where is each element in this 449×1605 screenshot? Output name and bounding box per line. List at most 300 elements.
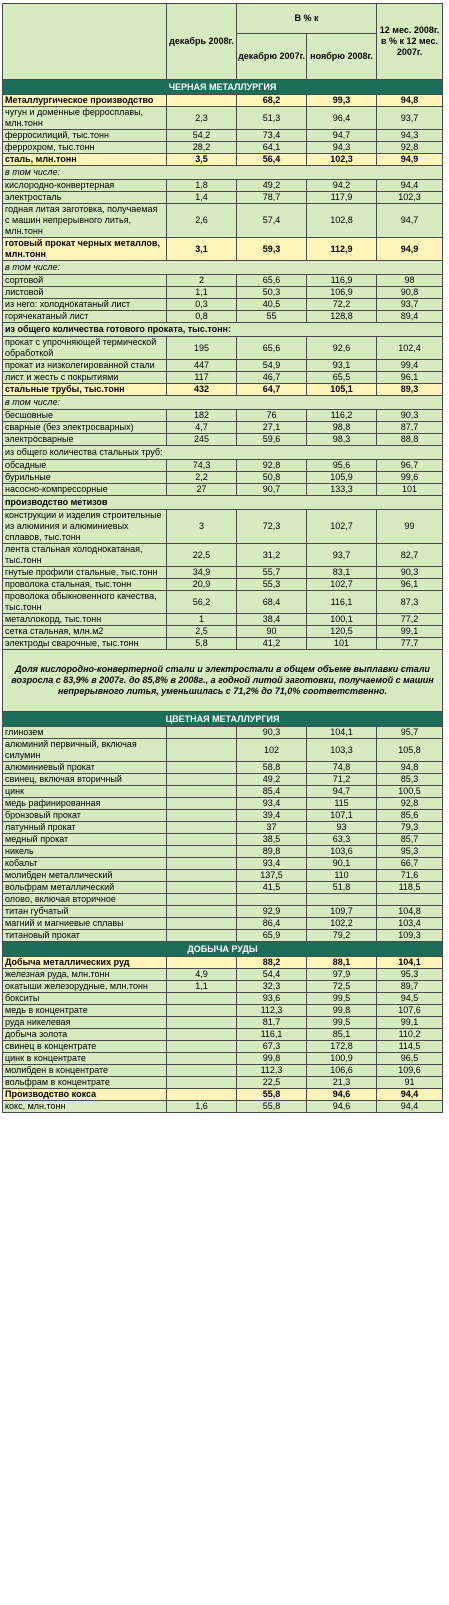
table-row	[3, 614, 443, 626]
section-header-row	[3, 712, 443, 727]
row-label: окатыши железорудные, млн.тонн	[3, 981, 167, 993]
value-december-2008: 3,5	[167, 154, 237, 166]
value-december-2008: 1	[167, 614, 237, 626]
row-label: сварные (без электросварных)	[3, 422, 167, 434]
value-december-2008	[167, 846, 237, 858]
value-pct-12-months: 96,1	[377, 579, 443, 591]
table-row	[3, 360, 443, 372]
row-label: электросварные	[3, 434, 167, 446]
table-row	[3, 579, 443, 591]
table-row	[3, 95, 443, 107]
value-pct-december-2007: 86,4	[237, 918, 307, 930]
value-pct-december-2007: 31,2	[237, 544, 307, 567]
row-label: прокат с упрочняющей термической обработкой	[3, 337, 167, 360]
row-label: ферросилиций, тыс.тонн	[3, 130, 167, 142]
group-label: из общего количества готового проката, тыс.тонн:	[3, 323, 443, 337]
value-pct-december-2007: 55,8	[237, 1089, 307, 1101]
table-row	[3, 1101, 443, 1113]
value-pct-12-months: 105,8	[377, 739, 443, 762]
row-label: из него: холоднокатаный лист	[3, 299, 167, 311]
value-pct-december-2007: 102	[237, 739, 307, 762]
value-pct-12-months: 114,5	[377, 1041, 443, 1053]
value-pct-november-2008: 51,8	[307, 882, 377, 894]
value-pct-12-months: 94,9	[377, 238, 443, 261]
value-december-2008: 22,5	[167, 544, 237, 567]
value-pct-november-2008: 79,2	[307, 930, 377, 942]
value-pct-december-2007: 112,3	[237, 1065, 307, 1077]
row-label: проволока обыкновенного качества, тыс.тонн	[3, 591, 167, 614]
value-pct-november-2008: 102,8	[307, 204, 377, 238]
value-pct-december-2007: 85,4	[237, 786, 307, 798]
value-pct-december-2007: 54,9	[237, 360, 307, 372]
table-row	[3, 1029, 443, 1041]
group-label: в том числе:	[3, 396, 443, 410]
row-label: бурильные	[3, 472, 167, 484]
value-pct-december-2007: 93,6	[237, 993, 307, 1005]
table-body	[3, 80, 443, 1113]
value-december-2008: 34,9	[167, 567, 237, 579]
table-row	[3, 834, 443, 846]
row-label: титановый прокат	[3, 930, 167, 942]
row-label: Металлургическое производство	[3, 95, 167, 107]
value-pct-november-2008: 105,1	[307, 384, 377, 396]
table-row	[3, 410, 443, 422]
value-pct-december-2007: 99,8	[237, 1053, 307, 1065]
table-row	[3, 591, 443, 614]
value-pct-november-2008: 102,3	[307, 154, 377, 166]
value-december-2008: 1,1	[167, 981, 237, 993]
value-december-2008: 432	[167, 384, 237, 396]
value-december-2008	[167, 882, 237, 894]
value-pct-12-months: 94,4	[377, 1101, 443, 1113]
table-row	[3, 422, 443, 434]
value-pct-november-2008: 94,6	[307, 1101, 377, 1113]
row-label: Добыча металлических руд	[3, 957, 167, 969]
value-december-2008: 56,2	[167, 591, 237, 614]
value-pct-12-months: 95,3	[377, 969, 443, 981]
value-pct-november-2008: 83,1	[307, 567, 377, 579]
row-label: молибден металлический	[3, 870, 167, 882]
value-december-2008	[167, 957, 237, 969]
value-pct-12-months: 85,6	[377, 810, 443, 822]
value-pct-12-months: 109,3	[377, 930, 443, 942]
section-title: ЧЕРНАЯ МЕТАЛЛУРГИЯ	[3, 80, 443, 95]
value-pct-12-months: 87,7	[377, 422, 443, 434]
row-label: листовой	[3, 287, 167, 299]
value-pct-12-months: 102,4	[377, 337, 443, 360]
value-pct-12-months: 100,5	[377, 786, 443, 798]
row-label: чугун и доменные ферросплавы, млн.тонн	[3, 107, 167, 130]
table-row	[3, 107, 443, 130]
table-row	[3, 484, 443, 496]
row-label: медь в концентрате	[3, 1005, 167, 1017]
row-label: гнутые профили стальные, тыс.тонн	[3, 567, 167, 579]
group-label: в том числе:	[3, 261, 443, 275]
table-row	[3, 846, 443, 858]
value-pct-12-months: 85,3	[377, 774, 443, 786]
table-row	[3, 969, 443, 981]
value-pct-december-2007: 51,3	[237, 107, 307, 130]
value-pct-november-2008: 88,1	[307, 957, 377, 969]
value-december-2008: 2,6	[167, 204, 237, 238]
table-row	[3, 434, 443, 446]
value-pct-december-2007: 54,4	[237, 969, 307, 981]
value-pct-12-months: 96,1	[377, 372, 443, 384]
value-pct-november-2008: 93,1	[307, 360, 377, 372]
value-december-2008	[167, 858, 237, 870]
value-pct-12-months: 92,8	[377, 798, 443, 810]
value-december-2008: 0,3	[167, 299, 237, 311]
value-pct-12-months: 109,6	[377, 1065, 443, 1077]
table-row	[3, 906, 443, 918]
table-row	[3, 384, 443, 396]
value-pct-november-2008: 112,9	[307, 238, 377, 261]
value-december-2008: 3	[167, 510, 237, 544]
value-december-2008: 447	[167, 360, 237, 372]
value-pct-december-2007: 50,3	[237, 287, 307, 299]
value-pct-december-2007: 81,7	[237, 1017, 307, 1029]
value-pct-december-2007: 73,4	[237, 130, 307, 142]
value-pct-november-2008: 107,1	[307, 810, 377, 822]
value-pct-december-2007: 22,5	[237, 1077, 307, 1089]
row-label: латунный прокат	[3, 822, 167, 834]
value-december-2008	[167, 810, 237, 822]
value-pct-12-months: 102,3	[377, 192, 443, 204]
value-pct-november-2008: 90,1	[307, 858, 377, 870]
value-december-2008: 1,4	[167, 192, 237, 204]
value-pct-12-months: 94,9	[377, 154, 443, 166]
value-pct-12-months: 94,8	[377, 95, 443, 107]
row-label: бокситы	[3, 993, 167, 1005]
value-pct-december-2007: 65,9	[237, 930, 307, 942]
value-pct-december-2007: 65,6	[237, 275, 307, 287]
header-blank-cell	[3, 4, 167, 80]
value-pct-november-2008: 92,6	[307, 337, 377, 360]
table-row	[3, 544, 443, 567]
value-pct-november-2008: 97,9	[307, 969, 377, 981]
value-pct-november-2008: 94,2	[307, 180, 377, 192]
row-label: молибден в концентрате	[3, 1065, 167, 1077]
value-december-2008: 3,1	[167, 238, 237, 261]
value-pct-november-2008: 93,7	[307, 544, 377, 567]
value-pct-november-2008: 95,6	[307, 460, 377, 472]
row-label: сортовой	[3, 275, 167, 287]
row-label: проволока стальная, тыс.тонн	[3, 579, 167, 591]
value-pct-december-2007: 40,5	[237, 299, 307, 311]
row-label: электроды сварочные, тыс.тонн	[3, 638, 167, 650]
value-pct-12-months: 110,2	[377, 1029, 443, 1041]
value-december-2008: 4,7	[167, 422, 237, 434]
header-percent-group: В % к	[237, 4, 377, 34]
table-row	[3, 154, 443, 166]
value-pct-12-months: 94,8	[377, 762, 443, 774]
section-title: ЦВЕТНАЯ МЕТАЛЛУРГИЯ	[3, 712, 443, 727]
table-row	[3, 275, 443, 287]
value-december-2008: 2,5	[167, 626, 237, 638]
value-december-2008	[167, 1029, 237, 1041]
value-december-2008: 2,3	[167, 107, 237, 130]
value-pct-november-2008: 93	[307, 822, 377, 834]
value-pct-december-2007: 39,4	[237, 810, 307, 822]
value-pct-november-2008: 105,9	[307, 472, 377, 484]
table-row	[3, 786, 443, 798]
value-pct-12-months: 79,3	[377, 822, 443, 834]
value-december-2008: 182	[167, 410, 237, 422]
row-label: бронзовый прокат	[3, 810, 167, 822]
value-pct-december-2007: 89,8	[237, 846, 307, 858]
value-pct-12-months: 95,7	[377, 727, 443, 739]
value-pct-november-2008: 104,1	[307, 727, 377, 739]
value-pct-12-months: 107,6	[377, 1005, 443, 1017]
value-december-2008	[167, 822, 237, 834]
value-pct-12-months: 104,1	[377, 957, 443, 969]
group-label: из общего количества стальных труб:	[3, 446, 443, 460]
row-label: электросталь	[3, 192, 167, 204]
value-pct-november-2008: 103,3	[307, 739, 377, 762]
value-pct-december-2007: 90,7	[237, 484, 307, 496]
row-label: титан губчатый	[3, 906, 167, 918]
value-december-2008: 195	[167, 337, 237, 360]
group-label: производство метизов	[3, 496, 443, 510]
value-pct-november-2008: 101	[307, 638, 377, 650]
value-pct-12-months: 96,5	[377, 1053, 443, 1065]
value-december-2008	[167, 930, 237, 942]
value-pct-12-months: 71,6	[377, 870, 443, 882]
value-pct-november-2008: 106,9	[307, 287, 377, 299]
value-pct-november-2008: 117,9	[307, 192, 377, 204]
value-pct-november-2008: 103,6	[307, 846, 377, 858]
value-pct-december-2007: 55,7	[237, 567, 307, 579]
value-pct-november-2008: 63,3	[307, 834, 377, 846]
row-label: вольфрам в концентрате	[3, 1077, 167, 1089]
section-header-row	[3, 80, 443, 95]
value-pct-november-2008: 72,2	[307, 299, 377, 311]
table-row	[3, 496, 443, 510]
value-pct-december-2007: 41,2	[237, 638, 307, 650]
value-pct-november-2008: 99,5	[307, 993, 377, 1005]
value-pct-december-2007: 55,3	[237, 579, 307, 591]
value-pct-december-2007: 49,2	[237, 774, 307, 786]
row-label: лист и жесть с покрытиями	[3, 372, 167, 384]
table-row	[3, 858, 443, 870]
table-row	[3, 337, 443, 360]
value-pct-12-months: 99,4	[377, 360, 443, 372]
value-pct-november-2008: 115	[307, 798, 377, 810]
value-pct-december-2007: 64,7	[237, 384, 307, 396]
value-pct-12-months: 88,8	[377, 434, 443, 446]
value-pct-12-months: 96,7	[377, 460, 443, 472]
value-pct-december-2007: 41,5	[237, 882, 307, 894]
value-pct-december-2007: 57,4	[237, 204, 307, 238]
value-pct-november-2008	[307, 894, 377, 906]
value-pct-12-months: 94,5	[377, 993, 443, 1005]
value-pct-december-2007: 76	[237, 410, 307, 422]
value-pct-december-2007: 92,8	[237, 460, 307, 472]
value-pct-november-2008: 128,8	[307, 311, 377, 323]
value-december-2008	[167, 834, 237, 846]
value-pct-november-2008: 100,9	[307, 1053, 377, 1065]
value-pct-december-2007: 55	[237, 311, 307, 323]
value-pct-december-2007: 72,3	[237, 510, 307, 544]
table-row	[3, 993, 443, 1005]
value-pct-12-months: 77,2	[377, 614, 443, 626]
value-pct-november-2008: 21,3	[307, 1077, 377, 1089]
value-pct-12-months: 99	[377, 510, 443, 544]
value-pct-november-2008: 94,6	[307, 1089, 377, 1101]
value-pct-12-months: 77,7	[377, 638, 443, 650]
table-row	[3, 1077, 443, 1089]
value-pct-december-2007: 59,3	[237, 238, 307, 261]
row-label: добыча золота	[3, 1029, 167, 1041]
value-pct-december-2007: 93,4	[237, 798, 307, 810]
value-pct-december-2007: 38,5	[237, 834, 307, 846]
value-december-2008	[167, 1077, 237, 1089]
value-pct-december-2007: 116,1	[237, 1029, 307, 1041]
value-pct-november-2008: 94,7	[307, 786, 377, 798]
table-row	[3, 798, 443, 810]
value-pct-november-2008: 74,8	[307, 762, 377, 774]
table-row	[3, 142, 443, 154]
value-december-2008	[167, 1041, 237, 1053]
value-december-2008	[167, 1065, 237, 1077]
row-label: годная литая заготовка, получаемая с машин непрерывного литья, млн.тонн	[3, 204, 167, 238]
value-pct-12-months: 66,7	[377, 858, 443, 870]
value-december-2008: 54,2	[167, 130, 237, 142]
value-pct-12-months: 98	[377, 275, 443, 287]
value-december-2008	[167, 1005, 237, 1017]
value-pct-november-2008: 99,3	[307, 95, 377, 107]
value-pct-november-2008: 102,2	[307, 918, 377, 930]
table-row	[3, 1005, 443, 1017]
value-pct-december-2007: 58,8	[237, 762, 307, 774]
value-pct-november-2008: 100,1	[307, 614, 377, 626]
value-december-2008	[167, 1053, 237, 1065]
table-row	[3, 460, 443, 472]
value-pct-12-months: 104,8	[377, 906, 443, 918]
value-pct-november-2008: 98,8	[307, 422, 377, 434]
row-label: свинец, включая вторичный	[3, 774, 167, 786]
value-pct-december-2007: 88,2	[237, 957, 307, 969]
table-row	[3, 1041, 443, 1053]
value-pct-12-months: 118,5	[377, 882, 443, 894]
value-december-2008	[167, 762, 237, 774]
table-row	[3, 510, 443, 544]
value-december-2008	[167, 993, 237, 1005]
value-december-2008: 5,8	[167, 638, 237, 650]
table-row	[3, 930, 443, 942]
row-label: медный прокат	[3, 834, 167, 846]
value-pct-december-2007: 93,4	[237, 858, 307, 870]
value-december-2008	[167, 870, 237, 882]
value-december-2008: 4,9	[167, 969, 237, 981]
row-label: лента стальная холоднокатаная, тыс.тонн	[3, 544, 167, 567]
row-label: феррохром, тыс.тонн	[3, 142, 167, 154]
value-pct-november-2008: 102,7	[307, 510, 377, 544]
value-pct-12-months: 93,7	[377, 107, 443, 130]
value-december-2008: 1,1	[167, 287, 237, 299]
value-pct-12-months: 90,3	[377, 567, 443, 579]
value-pct-december-2007: 90	[237, 626, 307, 638]
table-row	[3, 739, 443, 762]
table-row	[3, 810, 443, 822]
value-pct-november-2008: 109,7	[307, 906, 377, 918]
row-label: глинозем	[3, 727, 167, 739]
table-row	[3, 882, 443, 894]
value-december-2008	[167, 1017, 237, 1029]
value-pct-12-months: 89,3	[377, 384, 443, 396]
row-label: прокат из низколегированной стали	[3, 360, 167, 372]
value-pct-november-2008: 65,5	[307, 372, 377, 384]
table-row	[3, 192, 443, 204]
header-12-months: 12 мес. 2008г. в % к 12 мес. 2007г.	[377, 4, 443, 80]
value-pct-12-months: 99,1	[377, 626, 443, 638]
row-label: цинк в концентрате	[3, 1053, 167, 1065]
value-december-2008: 0,8	[167, 311, 237, 323]
value-pct-december-2007: 137,5	[237, 870, 307, 882]
table-row	[3, 180, 443, 192]
table-row	[3, 204, 443, 238]
table-row	[3, 472, 443, 484]
value-pct-december-2007: 112,3	[237, 1005, 307, 1017]
header-december-2007: декабрю 2007г.	[237, 34, 307, 80]
value-pct-november-2008: 85,1	[307, 1029, 377, 1041]
row-label: свинец в концентрате	[3, 1041, 167, 1053]
table-row	[3, 130, 443, 142]
value-pct-december-2007: 59,6	[237, 434, 307, 446]
row-label: алюминиевый прокат	[3, 762, 167, 774]
note-row	[3, 650, 443, 712]
row-label: алюминий первичный, включая силумин	[3, 739, 167, 762]
row-label: сетка стальная, млн.м2	[3, 626, 167, 638]
value-pct-november-2008: 71,2	[307, 774, 377, 786]
value-pct-12-months: 82,7	[377, 544, 443, 567]
value-pct-12-months: 99,6	[377, 472, 443, 484]
value-pct-12-months: 101	[377, 484, 443, 496]
table-row	[3, 238, 443, 261]
row-label: обсадные	[3, 460, 167, 472]
row-label: магний и магниевые сплавы	[3, 918, 167, 930]
row-label: олово, включая вторичное	[3, 894, 167, 906]
value-december-2008	[167, 739, 237, 762]
value-december-2008	[167, 798, 237, 810]
table-row	[3, 822, 443, 834]
value-pct-12-months: 90,3	[377, 410, 443, 422]
header-december-2008: декабрь 2008г.	[167, 4, 237, 80]
value-pct-november-2008: 102,7	[307, 579, 377, 591]
table-row	[3, 396, 443, 410]
table-row	[3, 287, 443, 299]
row-label: цинк	[3, 786, 167, 798]
value-pct-december-2007: 56,4	[237, 154, 307, 166]
value-pct-november-2008: 99,8	[307, 1005, 377, 1017]
value-pct-12-months: 94,4	[377, 1089, 443, 1101]
table-row	[3, 1053, 443, 1065]
value-pct-november-2008: 116,1	[307, 591, 377, 614]
table-row	[3, 870, 443, 882]
value-december-2008: 1,6	[167, 1101, 237, 1113]
value-pct-november-2008: 98,3	[307, 434, 377, 446]
value-pct-12-months: 93,7	[377, 299, 443, 311]
value-december-2008: 2,2	[167, 472, 237, 484]
value-pct-december-2007: 92,9	[237, 906, 307, 918]
value-pct-12-months: 99,1	[377, 1017, 443, 1029]
row-label: кислородно-конвертерная	[3, 180, 167, 192]
value-pct-12-months: 103,4	[377, 918, 443, 930]
value-december-2008: 1,8	[167, 180, 237, 192]
value-pct-november-2008: 120,5	[307, 626, 377, 638]
row-label: кокс, млн.тонн	[3, 1101, 167, 1113]
row-label: готовый прокат черных металлов, млн.тонн	[3, 238, 167, 261]
